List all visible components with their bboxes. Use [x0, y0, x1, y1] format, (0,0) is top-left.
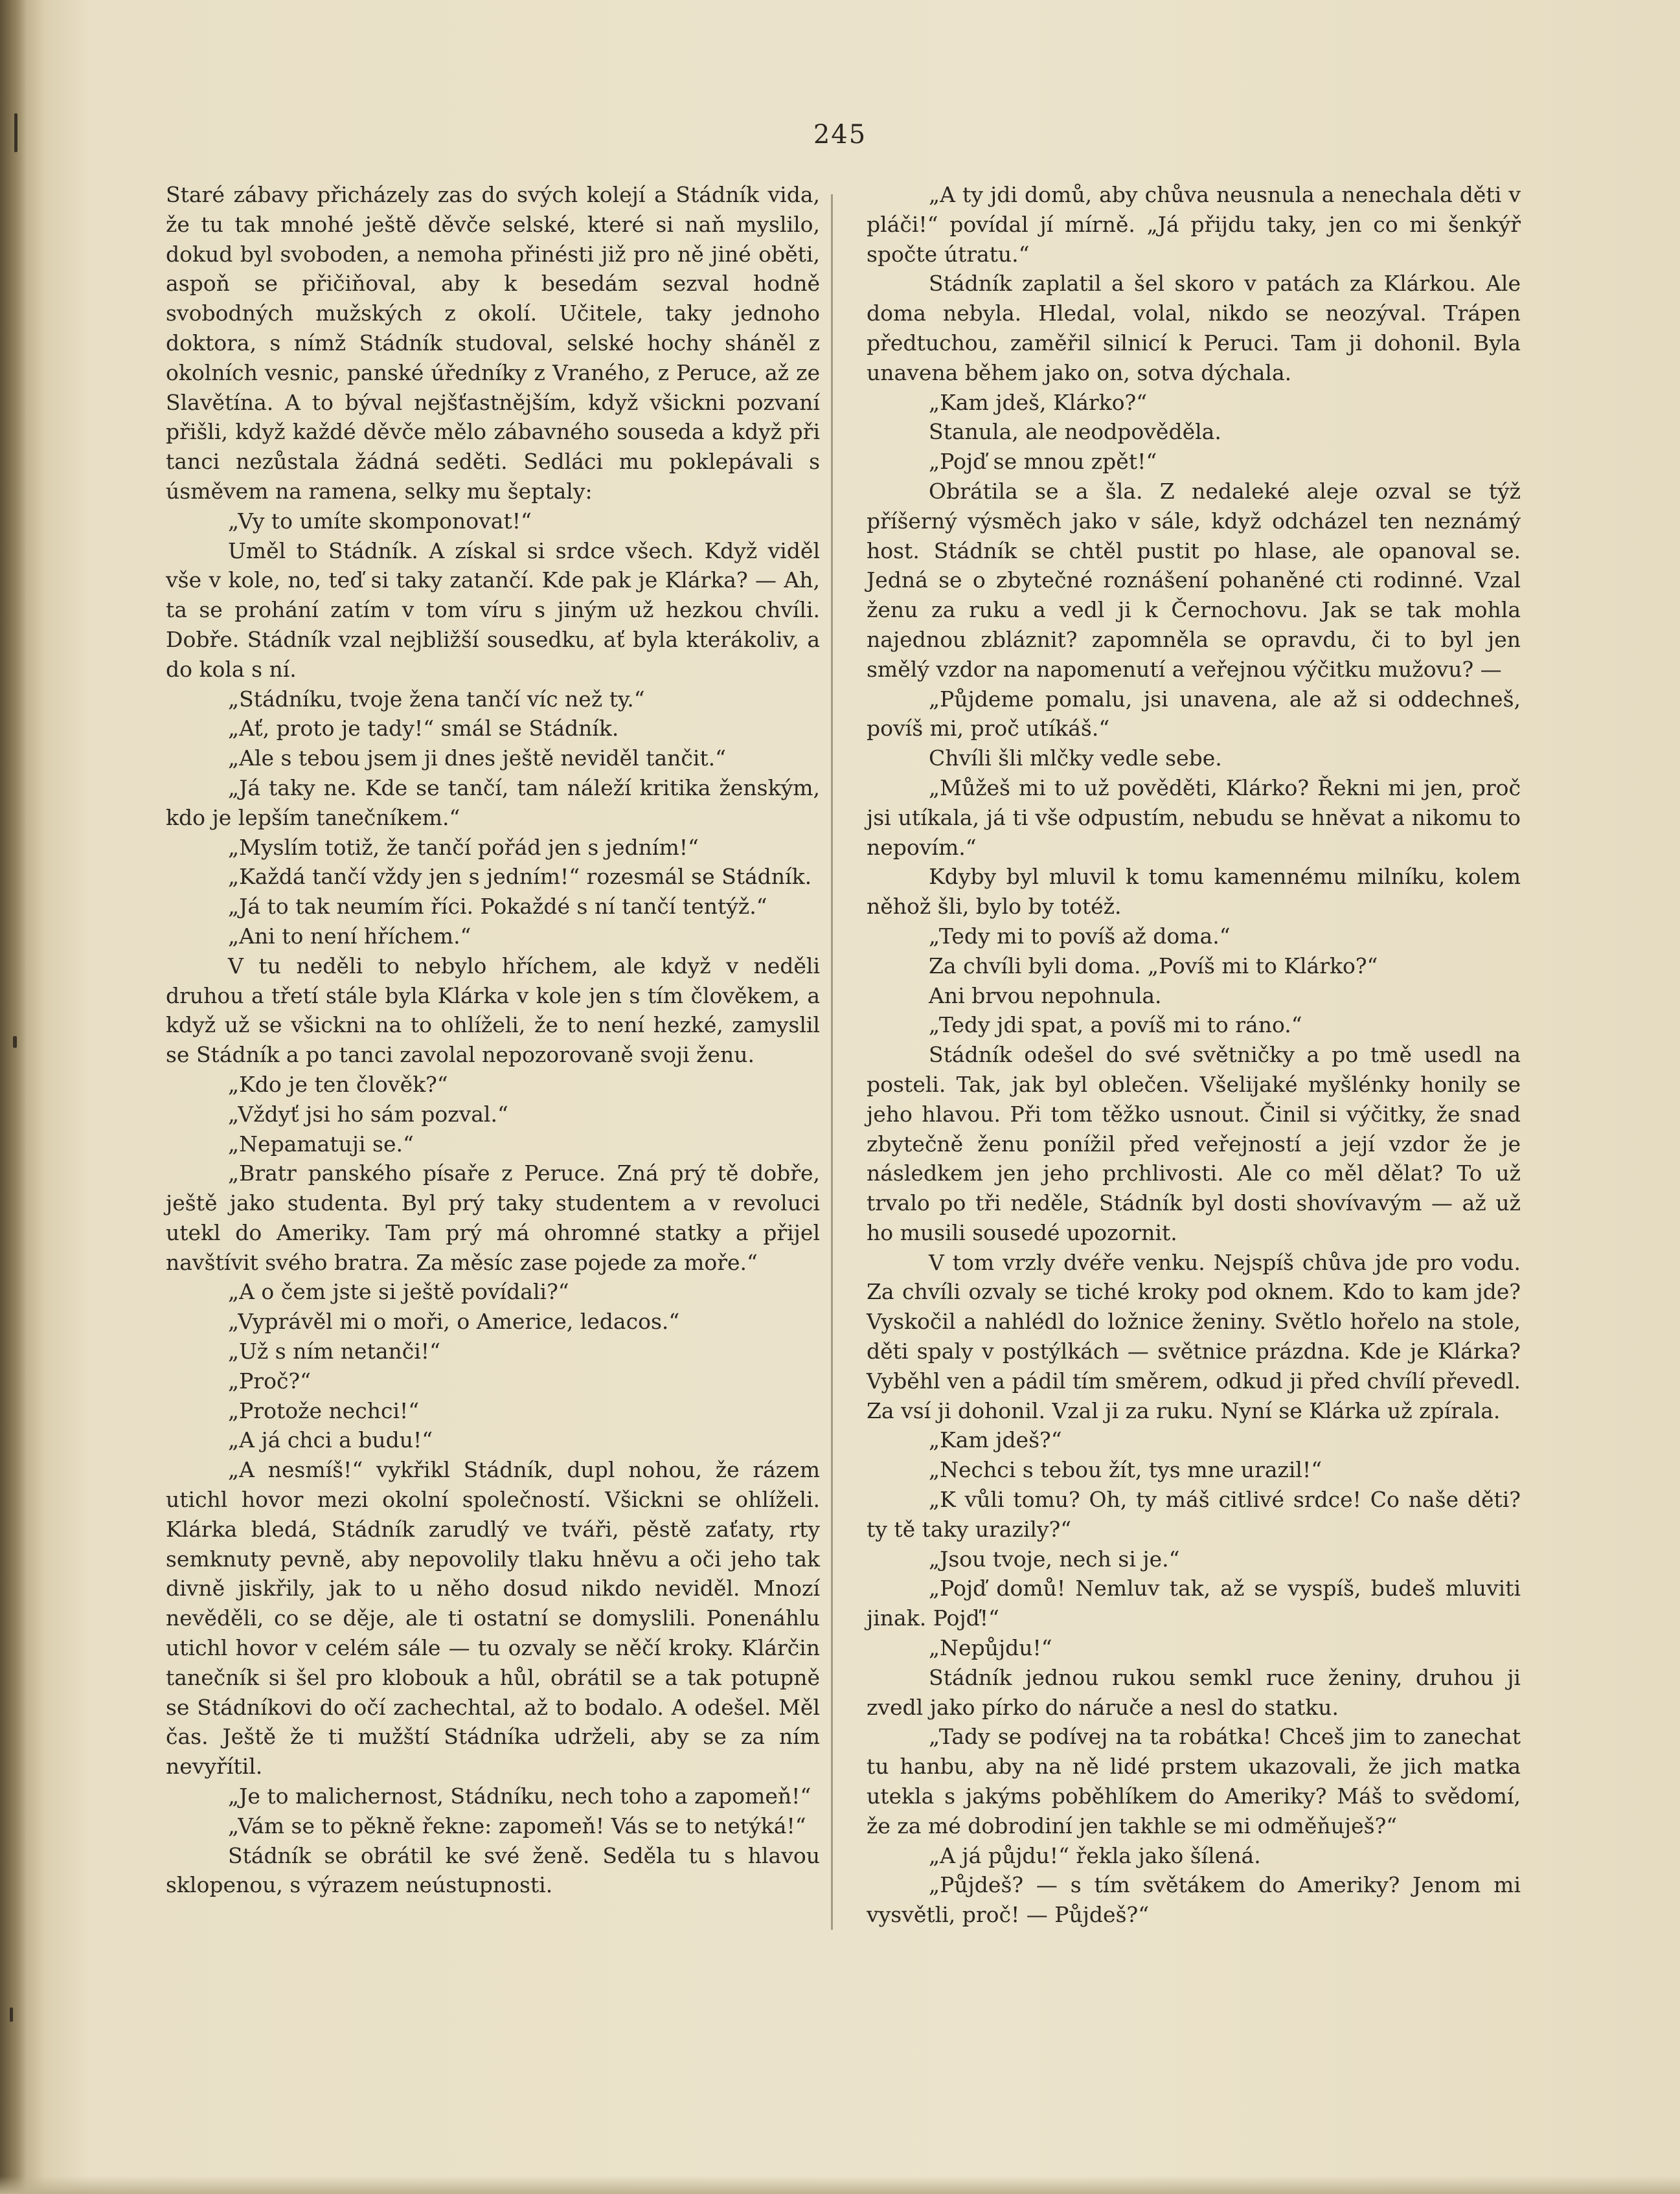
paragraph: Stanula, ale neodpověděla.: [929, 419, 1221, 445]
paragraph: „Půjdeš? — s tím světákem do Ameriky? Jenom mi vysvětli, proč! — Půjdeš?“: [867, 1872, 1521, 1928]
paragraph: „Tady se podívej na ta robátka! Chceš jim to zanechat tu hanbu, aby na ně lidé prstem ukazovali, že jich matka utekla s jakýms poběhlíkem do Ameriky? Máš to svědomí, že za mé dobrodiní jen takhle se mi odměňuješ?“: [867, 1724, 1521, 1838]
paragraph: Stádník se obrátil ke své ženě. Seděla tu s hlavou sklopenou, s výrazem neústupnosti.: [166, 1842, 820, 1898]
paragraph: „Já taky ne. Kde se tančí, tam náleží kritika ženským, kdo je lepším tanečníkem.“: [166, 775, 820, 830]
paragraph: V tom vrzly dvéře venku. Nejspíš chůva jde pro vodu. Za chvíli ozvaly se tiché kroky pod oknem. Kdo to kam jde? Vyskočil a nahlédl do ložnice ženiny. Světlo hořelo na stole, děti spaly v postýlkách — světnice prázdna. Kde je Klárka? Vyběhl ven a pádil tím směrem, odkud ji před chvílí převedl. Za vsí ji dohonil. Vzal ji za ruku. Nyní se Klárka už zpírala.: [867, 1249, 1521, 1423]
paragraph: „Pojď se mnou zpět!“: [929, 449, 1157, 475]
paragraph: „Vy to umíte skomponovat!“: [228, 508, 532, 534]
paragraph: „Ale s tebou jsem ji dnes ještě neviděl tančit.“: [228, 745, 727, 771]
paragraph: „Už s ním netanči!“: [228, 1339, 440, 1364]
paragraph: Ani brvou nepohnula.: [929, 982, 1162, 1008]
column-divider: [831, 194, 833, 1930]
paragraph: „Nepůjdu!“: [929, 1635, 1052, 1661]
page-number: 245: [813, 120, 867, 150]
paragraph: „Stádníku, tvoje žena tančí víc než ty.“: [228, 686, 645, 712]
paragraph: „Tedy jdi spat, a povíš mi to ráno.“: [929, 1012, 1302, 1038]
paragraph: „Pojď domů! Nemluv tak, až se vyspíš, budeš mluviti jinak. Pojď!“: [867, 1576, 1521, 1631]
paragraph: „Tedy mi to povíš až doma.“: [929, 923, 1231, 949]
paragraph: Stádník odešel do své světničky a po tmě usedl na posteli. Tak, jak byl oblečen. Všelijaké myšlénky honily se jeho hlavou. Při tom těžko usnout. Činil si výčitky, že snad zbytečně ženu ponížil před veřejností a její vzdor že je následkem jen jeho prchlivosti. Ale co měl dělat? To už trvalo po tři neděle, Stádník byl dosti shovívavým — až už ho musili sousedé upozornit.: [867, 1042, 1521, 1245]
paragraph: „Vám se to pěkně řekne: zapomeň! Vás se to netýká!“: [228, 1813, 806, 1838]
paragraph: „Myslím totiž, že tančí pořád jen s jedním!“: [228, 834, 699, 860]
paragraph: „Nepamatuji se.“: [228, 1131, 414, 1157]
paragraph: Uměl to Stádník. A získal si srdce všech. Když viděl vše v kole, no, teď si taky zatančí. Kde pak je Klárka? — Ah, ta se prohání zatím v tom víru s jiným už hezkou chvíli. Dobře. Stádník vzal nejbližší sousedku, ať byla kterákoliv, a do kola s ní.: [166, 537, 820, 682]
paragraph: Stádník jednou rukou semkl ruce ženiny, druhou ji zvedl jako pírko do náruče a nesl do statku.: [867, 1664, 1521, 1720]
paragraph: „Kdo je ten člověk?“: [228, 1071, 448, 1097]
paragraph: „Kam jdeš?“: [929, 1427, 1062, 1453]
paragraph: Obrátila se a šla. Z nedaleké aleje ozval se týž příšerný výsměch jako v sále, když odcházel ten neznámý host. Stádník se chtěl pustit po hlase, ale opanoval se. Jedná se o zbytečné roznášení pohaněné cti rodinné. Vzal ženu za ruku a vedl ji k Černochovu. Jak se tak mohla najednou zbláznit? zapomněla se opravdu, či to byl jen smělý vzdor na napomenutí a veřejnou výčitku mužovu? —: [867, 478, 1521, 682]
paragraph: Stádník zaplatil a šel skoro v patách za Klárkou. Ale doma nebyla. Hledal, volal, nikdo se neozýval. Trápen předtuchou, zaměřil silnicí k Peruci. Tam ji dohonil. Byla unavena během jako on, sotva dýchala.: [867, 271, 1521, 385]
paragraph: „A já půjdu!“ řekla jako šílená.: [929, 1842, 1261, 1868]
paragraph: „Každá tančí vždy jen s jedním!“ rozesmál se Stádník.: [228, 864, 812, 890]
margin-ink-mark: [10, 2007, 13, 2022]
paragraph: „Kam jdeš, Klárko?“: [929, 389, 1148, 415]
paragraph: Kdyby byl mluvil k tomu kamennému milníku, kolem něhož šli, bylo by totéž.: [867, 864, 1521, 920]
paragraph: „Ani to není hříchem.“: [228, 923, 471, 949]
right-column: [867, 180, 1521, 1930]
paragraph: „Je to malichernost, Stádníku, nech toho a zapomeň!“: [228, 1783, 812, 1809]
paragraph: „K vůli tomu? Oh, ty máš citlivé srdce! Co naše děti? ty tě taky urazily?“: [867, 1487, 1521, 1542]
paragraph: „Vyprávěl mi o moři, o Americe, ledacos.“: [228, 1309, 680, 1335]
paragraph: „A o čem jste si ještě povídali?“: [228, 1279, 569, 1305]
paragraph: V tu neděli to nebylo hříchem, ale když v neděli druhou a třetí stále byla Klárka v kole jen s tím člověkem, a když už se všickni na to ohlíželi, že to není hezké, zamyslil se Stádník a po tanci zavolal nepozorovaně svoji ženu.: [166, 953, 820, 1068]
paragraph: „Protože nechci!“: [228, 1397, 420, 1423]
paragraph: Staré zábavy přicházely zas do svých kolejí a Stádník vida, že tu tak mnohé ještě děvče selské, které si naň myslilo, dokud byl svoboden, a nemoha přinésti již pro ně jiné oběti, aspoň se přičiňoval, aby k besedám sezval hodně svobodných mužských z okolí. Učitele, taky jednoho doktora, s nímž Stádník studoval, selské hochy sháněl z okolních vesnic, panské úředníky z Vraného, z Peruce, až ze Slavětína. A to býval nejšťastnějším, když všickni pozvaní přišli, když každé děvče mělo zábavného souseda a když při tanci nezůstala žádná seděti. Sedláci mu poklepávali s úsměvem na ramena, selky mu šeptaly:: [166, 182, 820, 504]
paragraph: „Vždyť jsi ho sám pozval.“: [228, 1101, 508, 1127]
paragraph: „Bratr panského písaře z Peruce. Zná prý tě dobře, ještě jako studenta. Byl prý taky studentem a v revoluci utekl do Ameriky. Tam prý má ohromné statky a přijel navštívit svého bratra. Za měsíc zase pojede za moře.“: [166, 1160, 820, 1275]
paragraph: „A ty jdi domů, aby chůva neusnula a nenechala děti v pláči!“ povídal jí mírně. „Já přijdu taky, jen co mi šenkýř spočte útratu.“: [867, 182, 1521, 267]
paragraph: „Půjdeme pomalu, jsi unavena, ale až si oddechneš, povíš mi, proč utíkáš.“: [867, 686, 1521, 741]
paragraph: Chvíli šli mlčky vedle sebe.: [929, 745, 1222, 771]
paragraph: „Proč?“: [228, 1368, 311, 1394]
paragraph: „Ať, proto je tady!“ smál se Stádník.: [228, 716, 619, 741]
left-column: [166, 180, 820, 1900]
paragraph: „Nechci s tebou žít, tys mne urazil!“: [929, 1457, 1322, 1483]
paragraph: „A nesmíš!“ vykřikl Stádník, dupl nohou, že rázem utichl hovor mezi okolní společností. Všickni se ohlíželi. Klárka bledá, Stádník zarudlý ve tváři, pěstě zaťaty, rty semknuty pevně, aby nepovolily tlaku hněvu a oči jeho tak divně jiskřily, jak to u něho dosud nikdo neviděl. Mnozí nevěděli, co se děje, ale ti ostatní se domyslili. Ponenáhlu utichl hovor v celém sále — tu ozvaly se něčí kroky. Klárčin tanečník si šel pro klobouk a hůl, obrátil se a tak potupně se Stádníkovi do očí zachechtal, až to bodalo. A odešel. Měl čas. Ještě že ti mužští Stádníka udrželi, aby se za ním nevyřítil.: [166, 1457, 820, 1780]
paragraph: Za chvíli byli doma. „Povíš mi to Klárko?“: [929, 953, 1378, 978]
margin-ink-mark: [13, 1036, 17, 1048]
paragraph: „Já to tak neumím říci. Pokaždé s ní tančí tentýž.“: [228, 894, 767, 920]
book-spine-shadow: [0, 0, 26, 2194]
page-bottom-edge: [0, 2176, 1680, 2194]
margin-ink-mark: [14, 113, 17, 152]
paragraph: „Jsou tvoje, nech si je.“: [929, 1546, 1180, 1572]
paragraph: „Můžeš mi to už pověděti, Klárko? Řekni mi jen, proč jsi utíkala, já ti vše odpustím, nebudu se hněvat a nikomu to nepovím.“: [867, 775, 1521, 860]
paragraph: „A já chci a budu!“: [228, 1427, 433, 1453]
